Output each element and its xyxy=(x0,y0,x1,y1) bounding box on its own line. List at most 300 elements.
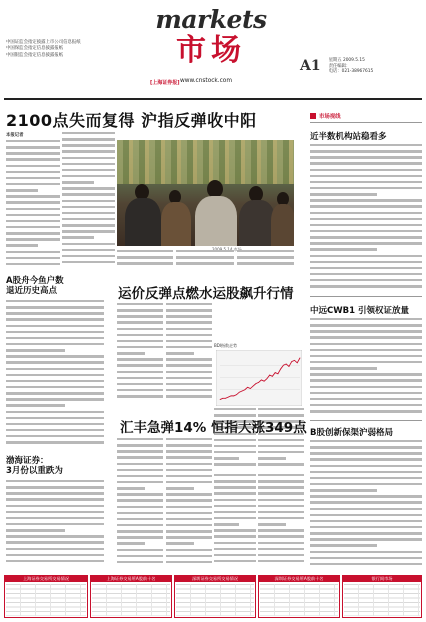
chart-point xyxy=(253,386,254,387)
text-line xyxy=(166,383,212,385)
text-line xyxy=(310,349,422,351)
text-line xyxy=(117,383,163,385)
chart-point xyxy=(269,375,270,376)
text-line xyxy=(6,232,60,234)
main-story-col-2 xyxy=(62,132,115,270)
text-line xyxy=(6,411,104,413)
text-line xyxy=(6,263,60,265)
chart-point xyxy=(242,391,243,392)
text-line xyxy=(310,144,422,146)
text-line xyxy=(117,395,163,397)
sidebar-rule-3 xyxy=(310,420,422,421)
chart-point xyxy=(300,358,301,359)
text-line xyxy=(117,450,163,452)
main-headline[interactable]: 2100点失而复得 沪指反弹收中阳 xyxy=(6,111,257,130)
text-line xyxy=(117,487,145,489)
text-line xyxy=(258,445,304,447)
chart-point xyxy=(272,376,273,377)
text-line xyxy=(310,175,422,177)
text-line xyxy=(258,451,304,453)
text-line xyxy=(6,337,104,339)
text-line xyxy=(62,169,115,171)
text-line xyxy=(258,492,304,494)
text-line xyxy=(310,261,422,263)
logo-english: markets xyxy=(155,5,267,34)
text-line xyxy=(310,495,422,497)
text-line xyxy=(214,451,256,453)
chart-point xyxy=(222,398,223,399)
text-line xyxy=(258,560,304,562)
disclosure-badges xyxy=(6,40,124,59)
main-story-col-1 xyxy=(6,132,60,270)
text-line xyxy=(310,367,377,369)
text-line xyxy=(6,541,104,543)
chart-point xyxy=(247,387,248,388)
hk-headline[interactable]: 汇丰急弹14% 恒指大涨349点 xyxy=(120,420,307,436)
text-line xyxy=(166,377,212,379)
text-line xyxy=(117,561,163,563)
text-line xyxy=(310,330,422,332)
text-line xyxy=(117,346,163,348)
chart-point xyxy=(289,366,290,367)
text-line xyxy=(6,435,104,437)
text-line xyxy=(62,243,115,245)
hk-col-4 xyxy=(258,474,304,572)
section-logo xyxy=(150,6,272,68)
text-line xyxy=(117,250,173,252)
text-line xyxy=(117,309,163,311)
text-line xyxy=(166,389,212,391)
text-line xyxy=(214,439,256,441)
text-line xyxy=(6,343,104,345)
shipping-col-2 xyxy=(166,303,212,407)
text-line xyxy=(258,511,304,513)
issue-date: 星期五 2009.5.15 xyxy=(328,58,365,63)
text-line xyxy=(117,512,163,514)
text-line xyxy=(6,331,104,333)
text-line xyxy=(310,248,377,250)
table-sz-trading xyxy=(174,575,256,618)
text-line xyxy=(62,249,115,251)
text-line xyxy=(6,392,104,394)
text-line xyxy=(310,532,422,534)
text-line xyxy=(6,177,60,179)
text-line xyxy=(166,309,212,311)
masthead-rule xyxy=(4,98,422,100)
text-line xyxy=(62,163,115,165)
text-line xyxy=(258,486,304,488)
text-line xyxy=(258,554,304,556)
text-line xyxy=(6,548,104,550)
text-line xyxy=(62,132,115,134)
text-line xyxy=(166,481,212,483)
table-title: 上海证券交易所A股前十名 xyxy=(91,576,171,582)
text-line xyxy=(310,557,422,559)
text-line xyxy=(117,542,145,544)
text-line xyxy=(166,340,212,342)
text-line xyxy=(6,208,60,210)
text-line xyxy=(310,404,422,406)
text-line xyxy=(62,181,94,183)
text-line xyxy=(214,548,256,550)
chart-point xyxy=(297,362,298,363)
text-line xyxy=(6,355,104,357)
text-line xyxy=(258,523,286,525)
chart-point xyxy=(236,394,237,395)
text-line xyxy=(214,554,256,556)
table-interbank xyxy=(342,575,422,618)
text-line xyxy=(214,542,256,544)
text-line xyxy=(117,321,163,323)
text-line xyxy=(62,193,115,195)
text-line xyxy=(6,325,104,327)
text-line xyxy=(310,218,422,220)
chart-point xyxy=(294,360,295,361)
text-line xyxy=(214,529,256,531)
text-line xyxy=(310,193,377,195)
text-line xyxy=(6,257,60,259)
page-meta xyxy=(300,58,422,77)
text-line xyxy=(237,250,294,252)
text-line xyxy=(258,548,304,550)
text-line xyxy=(117,328,163,330)
a-share-headline[interactable]: A股舟今鱼户数 退近历史高点 xyxy=(6,276,64,296)
text-line xyxy=(6,441,104,443)
text-line xyxy=(62,218,115,220)
bohai-headline[interactable]: 渤海证券： 3月份以重跌为 xyxy=(6,456,63,476)
text-line xyxy=(166,475,212,477)
text-line xyxy=(310,361,422,363)
text-line xyxy=(166,395,212,397)
text-line xyxy=(117,456,163,458)
sidebar-section-label: 市场视线 xyxy=(319,114,341,120)
text-line xyxy=(214,492,256,494)
text-line xyxy=(6,171,60,173)
text-line xyxy=(6,189,38,191)
text-line xyxy=(310,162,422,164)
text-line xyxy=(214,408,256,410)
text-line xyxy=(310,379,422,381)
chart-point xyxy=(220,399,221,400)
text-line xyxy=(166,555,212,557)
text-line xyxy=(166,450,212,452)
text-line xyxy=(6,404,65,406)
chart-point xyxy=(286,364,287,365)
text-line xyxy=(117,256,173,258)
text-line xyxy=(258,505,304,507)
text-line xyxy=(258,408,304,410)
text-line xyxy=(62,236,94,238)
text-line xyxy=(6,511,104,513)
sidebar-headline-1[interactable]: 近半数机构站稳看多 xyxy=(310,132,387,142)
main-story-col-3 xyxy=(117,250,173,272)
chart-point xyxy=(233,396,234,397)
text-line xyxy=(310,508,422,510)
text-line xyxy=(6,535,104,537)
text-line xyxy=(214,535,256,537)
text-line xyxy=(6,386,104,388)
text-line xyxy=(6,300,104,302)
text-line xyxy=(310,224,422,226)
chart-title: BDI指数走势 xyxy=(214,343,238,348)
table-sh-top10 xyxy=(90,575,172,618)
text-line xyxy=(310,398,422,400)
main-story-col-5 xyxy=(237,250,294,272)
sidebar-headline-2[interactable]: 中远CWB1 引领权证放量 xyxy=(310,306,409,316)
text-line xyxy=(6,554,104,556)
text-line xyxy=(6,492,104,494)
text-line xyxy=(62,212,115,214)
text-line xyxy=(310,150,422,152)
text-line xyxy=(166,352,194,354)
text-line xyxy=(117,506,163,508)
text-line xyxy=(166,438,212,440)
table-title: 深圳证券交易所交易情况 xyxy=(175,576,255,582)
text-line xyxy=(6,480,104,482)
text-line xyxy=(6,146,60,148)
text-line xyxy=(310,392,422,394)
text-line xyxy=(310,483,422,485)
table-title: 深圳证券交易所A股前十名 xyxy=(259,576,339,582)
sidebar-story-2 xyxy=(310,318,422,418)
text-line xyxy=(117,377,163,379)
text-line xyxy=(62,206,115,208)
text-line xyxy=(117,524,163,526)
table-sh-trading xyxy=(4,575,88,618)
bohai-story xyxy=(6,480,104,572)
text-line xyxy=(6,214,60,216)
text-line xyxy=(6,486,104,488)
text-line xyxy=(117,518,163,520)
text-line xyxy=(258,535,304,537)
text-line xyxy=(117,536,163,538)
chart-point xyxy=(231,396,232,397)
text-line xyxy=(310,156,422,158)
hk-col-1 xyxy=(117,438,163,572)
text-line xyxy=(117,364,163,366)
text-line xyxy=(117,389,163,391)
text-line xyxy=(117,262,173,264)
text-line xyxy=(214,499,256,501)
text-line xyxy=(310,501,422,503)
text-line xyxy=(310,514,422,516)
text-line xyxy=(6,226,60,228)
text-line xyxy=(166,549,212,551)
text-line xyxy=(117,315,163,317)
text-line xyxy=(6,523,104,525)
text-line xyxy=(310,255,422,257)
text-line xyxy=(117,340,163,342)
text-line xyxy=(117,499,163,501)
chart-point xyxy=(228,397,229,398)
section-square-icon xyxy=(310,113,316,119)
website-link[interactable]: www.cnstock.com xyxy=(180,78,233,84)
main-story-col-4 xyxy=(176,250,234,272)
a-share-story xyxy=(6,300,104,452)
text-line xyxy=(310,446,422,448)
text-line xyxy=(258,517,304,519)
sidebar-rule-2 xyxy=(310,296,422,297)
text-line xyxy=(237,256,294,258)
text-line xyxy=(6,244,38,246)
chart-point xyxy=(261,380,262,381)
text-line xyxy=(214,560,256,562)
text-line xyxy=(6,158,60,160)
text-line xyxy=(62,200,115,202)
text-line xyxy=(310,355,422,357)
text-line xyxy=(310,471,422,473)
text-line xyxy=(310,285,422,287)
text-line xyxy=(310,236,422,238)
text-line xyxy=(6,201,60,203)
market-photo xyxy=(117,140,294,246)
text-line xyxy=(117,481,163,483)
text-line xyxy=(6,374,104,376)
phone: 电话：021-38967615 xyxy=(328,69,374,75)
text-line xyxy=(310,181,422,183)
text-line xyxy=(6,560,104,562)
text-line xyxy=(310,318,422,320)
text-line xyxy=(6,183,60,185)
badge-3: 中国银监会指定信息披露报纸 xyxy=(6,52,64,58)
chart-point xyxy=(278,373,279,374)
text-line xyxy=(117,530,163,532)
text-line xyxy=(310,477,422,479)
text-line xyxy=(166,499,212,501)
text-line xyxy=(310,373,422,375)
text-line xyxy=(166,542,194,544)
table-sz-top10 xyxy=(258,575,340,618)
text-line xyxy=(6,251,60,253)
chart-point xyxy=(244,389,245,390)
sidebar-rule-1 xyxy=(310,122,422,123)
text-line xyxy=(310,386,422,388)
text-line xyxy=(166,518,212,520)
text-line xyxy=(62,187,115,189)
text-line xyxy=(6,505,104,507)
text-line xyxy=(258,457,286,459)
logo-chinese: 市场 xyxy=(176,33,246,68)
text-line xyxy=(6,140,60,142)
text-line xyxy=(310,551,422,553)
chart-point xyxy=(283,365,284,366)
text-line xyxy=(6,517,104,519)
chart-point xyxy=(291,361,292,362)
text-line xyxy=(6,318,104,320)
sidebar-story-1 xyxy=(310,144,422,294)
text-line xyxy=(6,165,60,167)
text-line xyxy=(6,312,104,314)
text-line xyxy=(166,487,194,489)
paper-name: [上海证券报] xyxy=(150,80,180,86)
text-line xyxy=(214,486,256,488)
chart-point xyxy=(267,378,268,379)
text-line xyxy=(6,306,104,308)
text-line xyxy=(310,544,377,546)
text-line xyxy=(258,480,304,482)
shipping-headline[interactable]: 运价反弹点燃水运股飙升行情 xyxy=(118,286,294,302)
main-byline: 本报记者 xyxy=(6,133,24,138)
text-line xyxy=(214,445,256,447)
text-line xyxy=(258,499,304,501)
text-line xyxy=(166,530,212,532)
newspaper-page xyxy=(4,4,422,618)
chart-point xyxy=(258,382,259,383)
text-line xyxy=(214,457,239,459)
text-line xyxy=(166,463,212,465)
table-title: 银行间市场 xyxy=(343,576,421,582)
text-line xyxy=(117,493,163,495)
text-line xyxy=(310,520,422,522)
text-line xyxy=(6,238,60,240)
text-line xyxy=(310,324,422,326)
text-line xyxy=(6,368,104,370)
text-line xyxy=(237,262,294,264)
text-line xyxy=(176,262,234,264)
sidebar-section-tag xyxy=(310,112,422,121)
bdi-line-chart xyxy=(216,350,302,406)
text-line xyxy=(62,230,115,232)
text-line xyxy=(166,456,212,458)
text-line xyxy=(310,273,422,275)
text-line xyxy=(117,352,145,354)
text-line xyxy=(62,144,115,146)
text-line xyxy=(62,261,115,263)
text-line xyxy=(62,138,115,140)
text-line xyxy=(117,469,163,471)
text-line xyxy=(166,444,212,446)
chart-point xyxy=(256,383,257,384)
text-line xyxy=(310,199,422,201)
text-line xyxy=(117,371,163,373)
text-line xyxy=(310,563,422,565)
text-line xyxy=(62,157,115,159)
text-line xyxy=(117,334,163,336)
text-line xyxy=(310,267,422,269)
text-line xyxy=(310,538,422,540)
text-line xyxy=(6,152,60,154)
text-line xyxy=(6,220,60,222)
sidebar-headline-3[interactable]: B股创新保渠沪弱格局 xyxy=(310,428,393,438)
chart-point xyxy=(275,372,276,373)
text-line xyxy=(62,175,115,177)
text-line xyxy=(176,256,234,258)
text-line xyxy=(258,463,304,465)
text-line xyxy=(117,438,163,440)
text-line xyxy=(310,452,422,454)
shipping-col-1 xyxy=(117,303,163,407)
text-line xyxy=(117,555,163,557)
text-line xyxy=(6,361,104,363)
text-line xyxy=(214,480,256,482)
text-line xyxy=(6,398,104,400)
chart-point xyxy=(250,388,251,389)
text-line xyxy=(214,511,256,513)
text-line xyxy=(310,279,422,281)
text-line xyxy=(310,205,422,207)
text-line xyxy=(258,474,304,476)
text-line xyxy=(176,250,234,252)
text-line xyxy=(117,444,163,446)
text-line xyxy=(166,315,212,317)
text-line xyxy=(166,358,212,360)
text-line xyxy=(117,463,163,465)
text-line xyxy=(6,498,104,500)
text-line xyxy=(310,526,422,528)
chart-point xyxy=(239,392,240,393)
text-line xyxy=(166,506,212,508)
text-line xyxy=(6,429,104,431)
